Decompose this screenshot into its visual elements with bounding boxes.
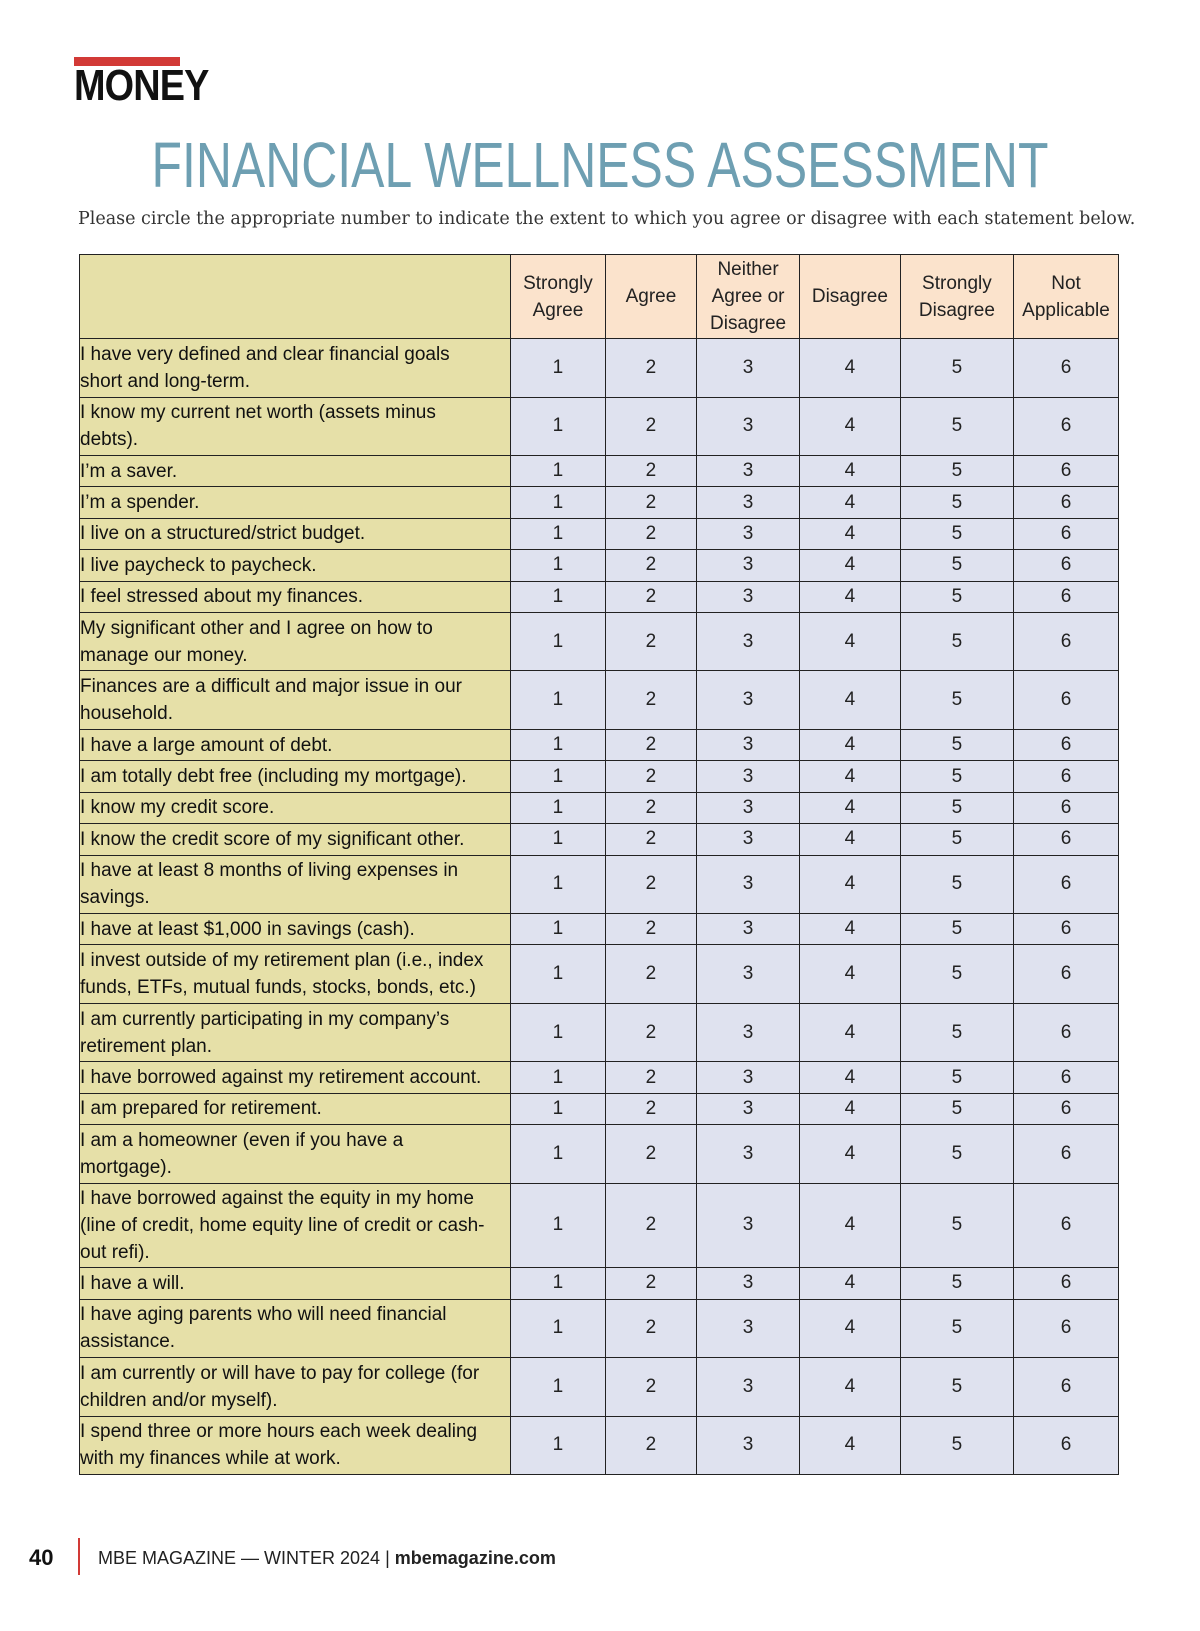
column-header-line: Neither bbox=[717, 259, 779, 280]
score-option[interactable]: 4 bbox=[800, 487, 901, 518]
score-option[interactable]: 1 bbox=[511, 1416, 606, 1475]
score-option[interactable]: 6 bbox=[1014, 487, 1119, 518]
score-option[interactable]: 4 bbox=[800, 1358, 901, 1417]
score-option[interactable]: 2 bbox=[605, 612, 696, 671]
score-option[interactable]: 6 bbox=[1014, 550, 1119, 581]
footer-publication: MBE MAGAZINE — WINTER 2024 bbox=[98, 1548, 381, 1568]
score-option[interactable]: 3 bbox=[697, 456, 800, 487]
score-option[interactable]: 3 bbox=[697, 855, 800, 914]
score-option[interactable]: 5 bbox=[900, 945, 1013, 1004]
statement-text: out refi). bbox=[80, 1241, 150, 1263]
table-row bbox=[80, 1062, 1119, 1093]
score-option[interactable]: 2 bbox=[605, 1416, 696, 1475]
score-option[interactable]: 5 bbox=[900, 792, 1013, 823]
score-option[interactable]: 4 bbox=[800, 914, 901, 945]
score-option[interactable]: 3 bbox=[697, 1062, 800, 1093]
statement-text: I live on a structured/strict budget. bbox=[80, 523, 366, 545]
statement-text: I live paycheck to paycheck. bbox=[80, 554, 317, 576]
statement-cell bbox=[80, 1125, 511, 1184]
score-option[interactable]: 5 bbox=[900, 1183, 1013, 1268]
score-option[interactable]: 3 bbox=[697, 1299, 800, 1358]
score-option[interactable]: 6 bbox=[1014, 1062, 1119, 1093]
score-option[interactable]: 6 bbox=[1014, 914, 1119, 945]
score-option[interactable]: 4 bbox=[800, 855, 901, 914]
score-option[interactable]: 1 bbox=[511, 612, 606, 671]
statement-text: I know the credit score of my significant other. bbox=[80, 828, 465, 850]
score-option[interactable]: 5 bbox=[900, 397, 1013, 456]
table-row bbox=[80, 855, 1119, 914]
score-option[interactable]: 1 bbox=[511, 1299, 606, 1358]
column-header-line: Disagree bbox=[811, 286, 888, 307]
score-option[interactable]: 3 bbox=[697, 518, 800, 549]
statement-text: I have aging parents who will need financial bbox=[80, 1304, 447, 1326]
column-header bbox=[605, 255, 696, 339]
statement-text: I have borrowed against my retirement account. bbox=[80, 1067, 482, 1089]
score-option[interactable]: 2 bbox=[605, 761, 696, 792]
statement-cell bbox=[80, 581, 511, 612]
statement-cell bbox=[80, 1268, 511, 1299]
statement-text: I am prepared for retirement. bbox=[80, 1098, 322, 1120]
score-option[interactable]: 5 bbox=[900, 824, 1013, 855]
statement-text: I am totally debt free (including my mortgage). bbox=[80, 766, 467, 788]
score-option[interactable]: 6 bbox=[1014, 824, 1119, 855]
statement-cell bbox=[80, 1183, 511, 1268]
score-option[interactable]: 4 bbox=[800, 550, 901, 581]
score-option[interactable]: 6 bbox=[1014, 671, 1119, 730]
column-header bbox=[900, 255, 1013, 339]
score-option[interactable]: 4 bbox=[800, 397, 901, 456]
footer-credit bbox=[98, 1548, 556, 1569]
statement-text: I’m a spender. bbox=[80, 492, 200, 514]
statement-cell bbox=[80, 1003, 511, 1062]
statement-text: I have a will. bbox=[80, 1272, 185, 1294]
score-option[interactable]: 1 bbox=[511, 729, 606, 760]
score-option[interactable]: 3 bbox=[697, 824, 800, 855]
score-option[interactable]: 2 bbox=[605, 671, 696, 730]
score-option[interactable]: 1 bbox=[511, 397, 606, 456]
column-header-line: Disagree bbox=[710, 313, 787, 334]
score-option[interactable]: 4 bbox=[800, 792, 901, 823]
statement-text: I am currently participating in my company’s bbox=[80, 1008, 450, 1030]
statement-text: assistance. bbox=[80, 1331, 176, 1353]
table-row bbox=[80, 1268, 1119, 1299]
score-option[interactable]: 6 bbox=[1014, 1093, 1119, 1124]
score-option[interactable]: 6 bbox=[1014, 1358, 1119, 1417]
instructions: Please circle the appropriate number to indicate the extent to which you agree or disagree with each statement below. bbox=[78, 209, 1136, 229]
score-option[interactable]: 6 bbox=[1014, 855, 1119, 914]
statement-text: I have a large amount of debt. bbox=[80, 734, 333, 756]
statement-cell bbox=[80, 945, 511, 1004]
score-option[interactable]: 3 bbox=[697, 1093, 800, 1124]
score-option[interactable]: 4 bbox=[800, 456, 901, 487]
statement-cell bbox=[80, 914, 511, 945]
score-option[interactable]: 1 bbox=[511, 1003, 606, 1062]
score-option[interactable]: 1 bbox=[511, 581, 606, 612]
score-option[interactable]: 4 bbox=[800, 1003, 901, 1062]
score-option[interactable]: 3 bbox=[697, 612, 800, 671]
score-option[interactable]: 1 bbox=[511, 550, 606, 581]
footer-divider bbox=[78, 1538, 80, 1575]
score-option[interactable]: 2 bbox=[605, 397, 696, 456]
table-row bbox=[80, 914, 1119, 945]
statement-cell bbox=[80, 729, 511, 760]
table-row bbox=[80, 612, 1119, 671]
score-option[interactable]: 2 bbox=[605, 339, 696, 398]
score-option[interactable]: 4 bbox=[800, 671, 901, 730]
score-option[interactable]: 6 bbox=[1014, 1299, 1119, 1358]
score-option[interactable]: 5 bbox=[900, 1125, 1013, 1184]
column-header-line: Agree bbox=[532, 299, 584, 321]
section-label: MONEY bbox=[74, 61, 209, 110]
table-row bbox=[80, 945, 1119, 1004]
table-row bbox=[80, 792, 1119, 823]
score-option[interactable]: 1 bbox=[511, 1183, 606, 1268]
score-option[interactable]: 2 bbox=[605, 792, 696, 823]
statement-cell bbox=[80, 1062, 511, 1093]
score-option[interactable]: 3 bbox=[697, 1183, 800, 1268]
score-option[interactable]: 5 bbox=[900, 1268, 1013, 1299]
statement-cell bbox=[80, 487, 511, 518]
score-option[interactable]: 1 bbox=[511, 1358, 606, 1417]
statement-cell bbox=[80, 761, 511, 792]
table-row bbox=[80, 671, 1119, 730]
statement-text: debts). bbox=[80, 429, 139, 451]
table-row bbox=[80, 1358, 1119, 1417]
statement-text: I spend three or more hours each week dealing bbox=[80, 1421, 478, 1443]
statement-text: My significant other and I agree on how to bbox=[80, 617, 433, 639]
score-option[interactable]: 2 bbox=[605, 914, 696, 945]
score-option[interactable]: 3 bbox=[697, 945, 800, 1004]
score-option[interactable]: 4 bbox=[800, 581, 901, 612]
score-option[interactable]: 4 bbox=[800, 1183, 901, 1268]
statement-cell bbox=[80, 824, 511, 855]
statement-text: savings. bbox=[80, 887, 150, 909]
statement-cell bbox=[80, 792, 511, 823]
table-row bbox=[80, 1299, 1119, 1358]
statement-cell bbox=[80, 456, 511, 487]
statement-text: I have at least 8 months of living expenses in bbox=[80, 860, 459, 882]
table-row bbox=[80, 1183, 1119, 1268]
statement-text: funds, ETFs, mutual funds, stocks, bonds, etc.) bbox=[80, 977, 477, 999]
score-option[interactable]: 1 bbox=[511, 945, 606, 1004]
score-option[interactable]: 1 bbox=[511, 339, 606, 398]
table-row bbox=[80, 550, 1119, 581]
score-option[interactable]: 6 bbox=[1014, 581, 1119, 612]
score-option[interactable]: 1 bbox=[511, 671, 606, 730]
score-option[interactable]: 1 bbox=[511, 855, 606, 914]
score-option[interactable]: 5 bbox=[900, 456, 1013, 487]
score-option[interactable]: 1 bbox=[511, 824, 606, 855]
score-option[interactable]: 5 bbox=[900, 855, 1013, 914]
score-option[interactable]: 6 bbox=[1014, 518, 1119, 549]
statement-text: household. bbox=[80, 703, 173, 725]
header-corner-cell bbox=[80, 255, 511, 339]
statement-text: (line of credit, home equity line of credit or cash- bbox=[80, 1214, 485, 1236]
table-row bbox=[80, 518, 1119, 549]
score-option[interactable]: 4 bbox=[800, 339, 901, 398]
table-row bbox=[80, 824, 1119, 855]
statement-cell bbox=[80, 612, 511, 671]
table-row bbox=[80, 761, 1119, 792]
column-header-line: Disagree bbox=[918, 299, 995, 321]
table-row bbox=[80, 339, 1119, 398]
score-option[interactable]: 2 bbox=[605, 729, 696, 760]
score-option[interactable]: 2 bbox=[605, 1358, 696, 1417]
column-header bbox=[697, 255, 800, 339]
score-option[interactable]: 5 bbox=[900, 1062, 1013, 1093]
statement-text: retirement plan. bbox=[80, 1035, 213, 1057]
score-option[interactable]: 4 bbox=[800, 1062, 901, 1093]
score-option[interactable]: 5 bbox=[900, 612, 1013, 671]
score-option[interactable]: 6 bbox=[1014, 456, 1119, 487]
score-option[interactable]: 5 bbox=[900, 671, 1013, 730]
score-option[interactable]: 4 bbox=[800, 1093, 901, 1124]
statement-cell bbox=[80, 397, 511, 456]
score-option[interactable]: 2 bbox=[605, 518, 696, 549]
score-option[interactable]: 2 bbox=[605, 1093, 696, 1124]
score-option[interactable]: 5 bbox=[900, 1003, 1013, 1062]
score-option[interactable]: 4 bbox=[800, 761, 901, 792]
statement-cell bbox=[80, 1299, 511, 1358]
score-option[interactable]: 6 bbox=[1014, 1268, 1119, 1299]
statement-text: I am a homeowner (even if you have a bbox=[80, 1129, 404, 1151]
score-option[interactable]: 5 bbox=[900, 1299, 1013, 1358]
score-option[interactable]: 6 bbox=[1014, 1416, 1119, 1475]
score-option[interactable]: 4 bbox=[800, 612, 901, 671]
table-row bbox=[80, 456, 1119, 487]
table-body bbox=[80, 339, 1119, 1475]
score-option[interactable]: 6 bbox=[1014, 792, 1119, 823]
score-option[interactable]: 2 bbox=[605, 581, 696, 612]
score-option[interactable]: 2 bbox=[605, 1003, 696, 1062]
statement-cell bbox=[80, 550, 511, 581]
table-row bbox=[80, 487, 1119, 518]
score-option[interactable]: 3 bbox=[697, 1358, 800, 1417]
statement-text: I have very defined and clear financial goals bbox=[80, 343, 450, 365]
score-option[interactable]: 2 bbox=[605, 1062, 696, 1093]
score-option[interactable]: 3 bbox=[697, 1416, 800, 1475]
score-option[interactable]: 5 bbox=[900, 581, 1013, 612]
column-header-line: Not bbox=[1051, 272, 1081, 294]
score-option[interactable]: 5 bbox=[900, 729, 1013, 760]
score-option[interactable]: 3 bbox=[697, 397, 800, 456]
statement-text: I have borrowed against the equity in my home bbox=[80, 1187, 474, 1209]
column-header bbox=[1014, 255, 1119, 339]
statement-text: I feel stressed about my finances. bbox=[80, 586, 364, 608]
score-option[interactable]: 1 bbox=[511, 1268, 606, 1299]
score-option[interactable]: 2 bbox=[605, 456, 696, 487]
score-option[interactable]: 3 bbox=[697, 761, 800, 792]
score-option[interactable]: 6 bbox=[1014, 729, 1119, 760]
score-option[interactable]: 4 bbox=[800, 729, 901, 760]
statement-cell bbox=[80, 339, 511, 398]
page-title-text: FINANCIAL WELLNESS ASSESSMENT bbox=[151, 129, 1049, 201]
score-option[interactable]: 5 bbox=[900, 1416, 1013, 1475]
column-header-line: Agree bbox=[625, 286, 677, 307]
score-option[interactable]: 2 bbox=[605, 1268, 696, 1299]
footer-separator: | bbox=[385, 1548, 390, 1568]
score-option[interactable]: 2 bbox=[605, 1183, 696, 1268]
score-option[interactable]: 1 bbox=[511, 1125, 606, 1184]
score-option[interactable]: 6 bbox=[1014, 1003, 1119, 1062]
score-option[interactable]: 5 bbox=[900, 1093, 1013, 1124]
score-option[interactable]: 6 bbox=[1014, 1125, 1119, 1184]
score-option[interactable]: 6 bbox=[1014, 761, 1119, 792]
score-option[interactable]: 6 bbox=[1014, 1183, 1119, 1268]
score-option[interactable]: 3 bbox=[697, 792, 800, 823]
statement-cell bbox=[80, 855, 511, 914]
table-row bbox=[80, 1416, 1119, 1475]
score-option[interactable]: 1 bbox=[511, 518, 606, 549]
score-option[interactable]: 2 bbox=[605, 945, 696, 1004]
statement-cell bbox=[80, 671, 511, 730]
statement-cell bbox=[80, 1093, 511, 1124]
column-header-line: Strongly bbox=[922, 272, 992, 294]
score-option[interactable]: 5 bbox=[900, 339, 1013, 398]
table-row bbox=[80, 1125, 1119, 1184]
score-option[interactable]: 1 bbox=[511, 1062, 606, 1093]
score-option[interactable]: 3 bbox=[697, 339, 800, 398]
score-option[interactable]: 5 bbox=[900, 550, 1013, 581]
score-option[interactable]: 2 bbox=[605, 824, 696, 855]
score-option[interactable]: 5 bbox=[900, 1358, 1013, 1417]
score-option[interactable]: 1 bbox=[511, 456, 606, 487]
statement-text: I know my credit score. bbox=[80, 797, 275, 819]
score-option[interactable]: 2 bbox=[605, 550, 696, 581]
table-row bbox=[80, 397, 1119, 456]
score-option[interactable]: 4 bbox=[800, 1299, 901, 1358]
score-option[interactable]: 5 bbox=[900, 761, 1013, 792]
table-row bbox=[80, 1093, 1119, 1124]
score-option[interactable]: 1 bbox=[511, 914, 606, 945]
column-header bbox=[511, 255, 606, 339]
table-row bbox=[80, 1003, 1119, 1062]
score-option[interactable]: 3 bbox=[697, 550, 800, 581]
score-option[interactable]: 6 bbox=[1014, 397, 1119, 456]
score-option[interactable]: 4 bbox=[800, 1125, 901, 1184]
score-option[interactable]: 3 bbox=[697, 729, 800, 760]
statement-text: I have at least $1,000 in savings (cash). bbox=[80, 918, 415, 940]
score-option[interactable]: 1 bbox=[511, 761, 606, 792]
score-option[interactable]: 3 bbox=[697, 487, 800, 518]
score-option[interactable]: 3 bbox=[697, 581, 800, 612]
column-header bbox=[800, 255, 901, 339]
score-option[interactable]: 5 bbox=[900, 914, 1013, 945]
statement-text: with my finances while at work. bbox=[80, 1448, 341, 1470]
score-option[interactable]: 4 bbox=[800, 518, 901, 549]
column-header-line: Applicable bbox=[1022, 299, 1110, 321]
statement-cell bbox=[80, 1416, 511, 1475]
statement-cell bbox=[80, 1358, 511, 1417]
header-row bbox=[80, 255, 1119, 339]
score-option[interactable]: 3 bbox=[697, 671, 800, 730]
page-number: 40 bbox=[29, 1545, 54, 1570]
score-option[interactable]: 3 bbox=[697, 1003, 800, 1062]
page-title bbox=[0, 125, 1200, 205]
statement-text: I invest outside of my retirement plan (i.e., index bbox=[80, 950, 484, 972]
score-option[interactable]: 2 bbox=[605, 855, 696, 914]
score-option[interactable]: 3 bbox=[697, 1268, 800, 1299]
score-option[interactable]: 1 bbox=[511, 1093, 606, 1124]
statement-text: I know my current net worth (assets minus bbox=[80, 402, 436, 424]
score-option[interactable]: 6 bbox=[1014, 945, 1119, 1004]
score-option[interactable]: 1 bbox=[511, 792, 606, 823]
score-option[interactable]: 4 bbox=[800, 1416, 901, 1475]
statement-text: I’m a saver. bbox=[80, 460, 178, 482]
statement-text: I am currently or will have to pay for college (for bbox=[80, 1362, 480, 1384]
score-option[interactable]: 2 bbox=[605, 487, 696, 518]
score-option[interactable]: 5 bbox=[900, 487, 1013, 518]
score-option[interactable]: 3 bbox=[697, 1125, 800, 1184]
score-option[interactable]: 6 bbox=[1014, 612, 1119, 671]
column-header-line: Agree or bbox=[711, 286, 785, 307]
statement-text: mortgage). bbox=[80, 1156, 172, 1178]
score-option[interactable]: 3 bbox=[697, 914, 800, 945]
table-row bbox=[80, 581, 1119, 612]
statement-text: children and/or myself). bbox=[80, 1389, 278, 1411]
statement-text: Finances are a difficult and major issue in our bbox=[80, 676, 462, 698]
score-option[interactable]: 5 bbox=[900, 518, 1013, 549]
footer-website: mbemagazine.com bbox=[394, 1548, 556, 1568]
statement-text: short and long-term. bbox=[80, 370, 251, 392]
score-option[interactable]: 1 bbox=[511, 487, 606, 518]
column-header-line: Strongly bbox=[523, 272, 593, 294]
score-option[interactable]: 4 bbox=[800, 1268, 901, 1299]
score-option[interactable]: 4 bbox=[800, 945, 901, 1004]
statement-cell bbox=[80, 518, 511, 549]
score-option[interactable]: 2 bbox=[605, 1125, 696, 1184]
score-option[interactable]: 4 bbox=[800, 824, 901, 855]
score-option[interactable]: 2 bbox=[605, 1299, 696, 1358]
table-row bbox=[80, 729, 1119, 760]
assessment-table bbox=[79, 254, 1119, 1475]
score-option[interactable]: 6 bbox=[1014, 339, 1119, 398]
statement-text: manage our money. bbox=[80, 644, 248, 666]
